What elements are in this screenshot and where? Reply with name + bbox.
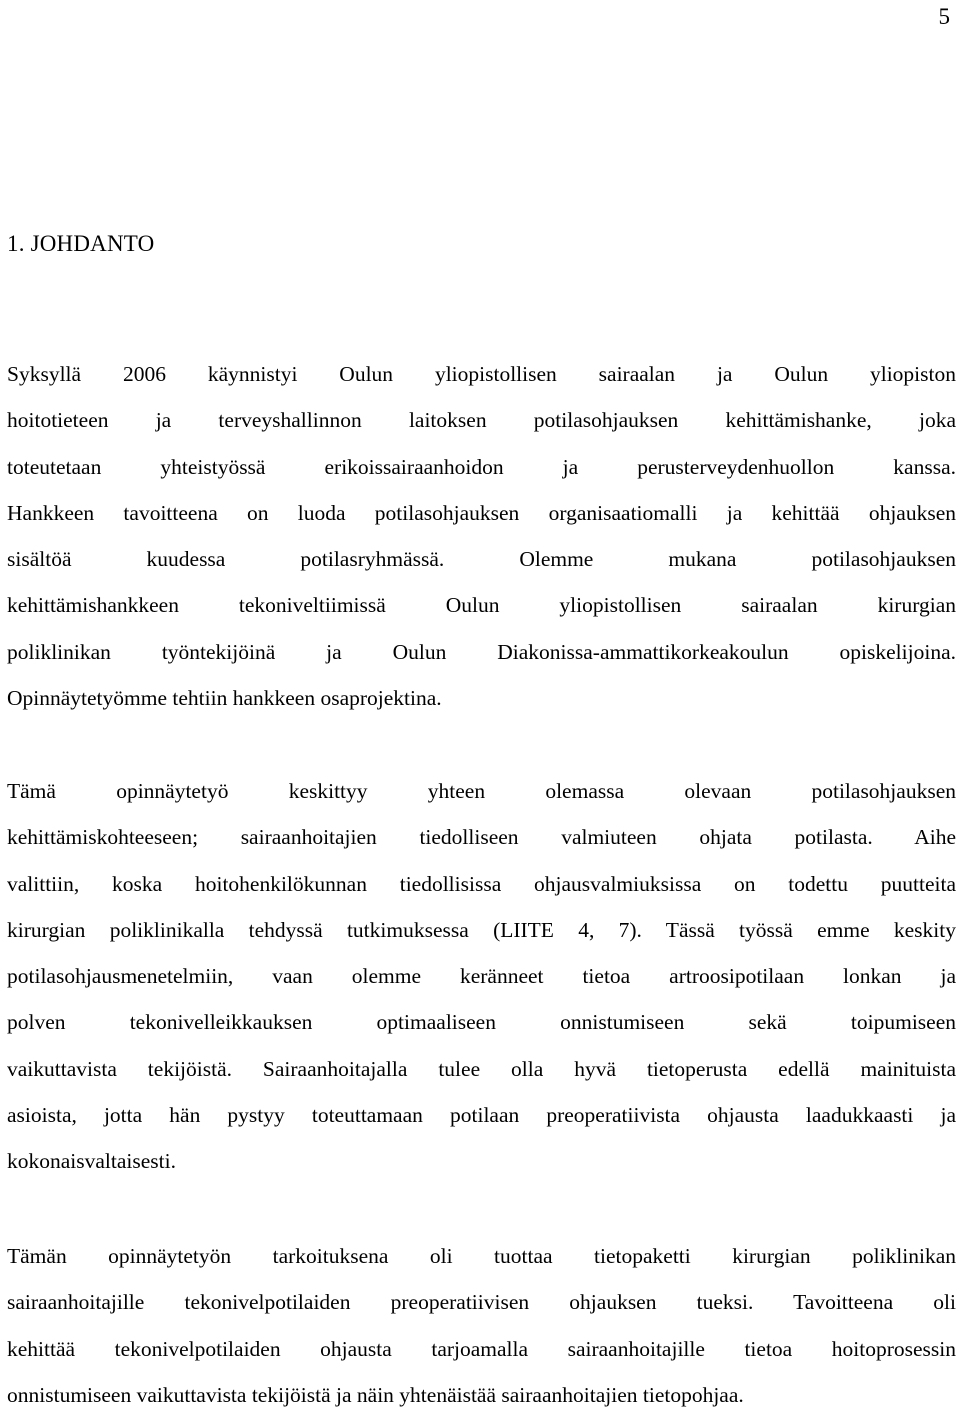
text-line: Tämän opinnäytetyön tarkoituksena oli tuottaa tietopaketti kirurgian poliklinikan: [7, 1244, 956, 1268]
text-line: asioista, jotta hän pystyy toteuttamaan potilaan preoperatiivista ohjausta laadukkaasti ja: [7, 1103, 956, 1128]
text-line: Hankkeen tavoitteena on luoda potilasohjauksen organisaatiomalli ja kehittää ohjauksen: [7, 500, 956, 525]
text-line: sisältöä kuudessa potilasryhmässä. Olemme mukana potilasohjauksen: [7, 547, 956, 572]
paragraph-focus: [7, 774, 956, 1191]
text-line: potilasohjausmenetelmiin, vaan olemme keränneet tietoa artroosipotilaan lonkan ja: [7, 964, 956, 989]
text-line: kokonaisvaltaisesti.: [7, 1149, 176, 1174]
text-line: toteutetaan yhteistyössä erikoissairaanhoidon ja perusterveydenhuollon kanssa.: [7, 454, 956, 479]
paragraph-background: [7, 357, 956, 727]
paragraph-purpose: [7, 1239, 956, 1424]
text-line: valittiin, koska hoitohenkilökunnan tiedollisissa ohjausvalmiuksissa on todettu puutteita: [7, 871, 956, 896]
text-line: kehittämishankkeen tekoniveltiimissä Oulun yliopistollisen sairaalan kirurgian: [7, 593, 956, 618]
text-line: kehittämiskohteeseen; sairaanhoitajien tiedolliseen valmiuteen ohjata potilasta. Aihe: [7, 825, 956, 850]
text-line: onnistumiseen vaikuttavista tekijöistä ja näin yhtenäistää sairaanhoitajien tietopohjaa.: [7, 1382, 744, 1407]
text-line: poliklinikan työntekijöinä ja Oulun Diakonissa-ammattikorkeakoulun opiskelijoina.: [7, 639, 956, 664]
text-line: kehittää tekonivelpotilaiden ohjausta tarjoamalla sairaanhoitajille tietoa hoitoprosessin: [7, 1336, 956, 1361]
text-line: polven tekonivelleikkauksen optimaaliseen onnistumiseen sekä toipumiseen: [7, 1010, 956, 1035]
chapter-heading: 1. JOHDANTO: [7, 231, 155, 256]
text-line: Tämä opinnäytetyö keskittyy yhteen olemassa olevaan potilasohjauksen: [7, 779, 956, 803]
text-line: hoitotieteen ja terveyshallinnon laitoksen potilasohjauksen kehittämishanke, joka: [7, 408, 956, 433]
text-line: kirurgian poliklinikalla tehdyssä tutkimuksessa (LIITE 4, 7). Tässä työssä emme keskity: [7, 917, 956, 942]
text-line: vaikuttavista tekijöistä. Sairaanhoitajalla tulee olla hyvä tietoperusta edellä mainituista: [7, 1056, 956, 1081]
page-number: 5: [938, 4, 950, 29]
text-line: Syksyllä 2006 käynnistyi Oulun yliopistollisen sairaalan ja Oulun yliopiston: [7, 362, 956, 386]
text-line: Opinnäytetyömme tehtiin hankkeen osaprojektina.: [7, 686, 442, 711]
text-line: sairaanhoitajille tekonivelpotilaiden preoperatiivisen ohjauksen tueksi. Tavoitteena oli: [7, 1290, 956, 1315]
